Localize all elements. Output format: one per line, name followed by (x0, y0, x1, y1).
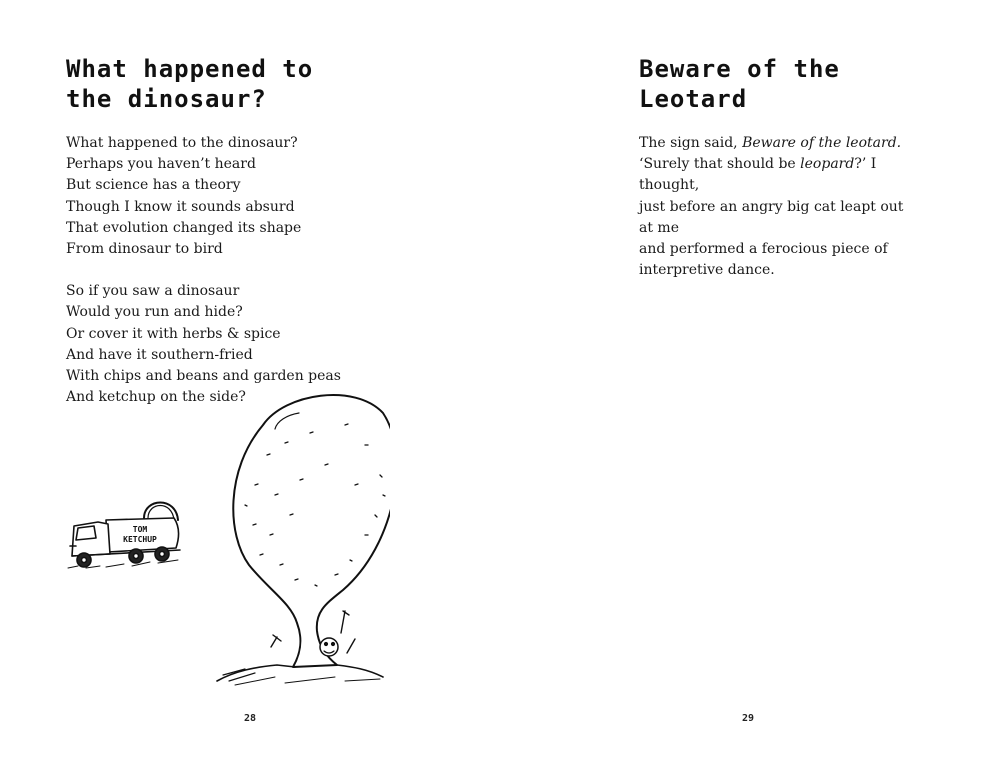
title-line: Beware of the (639, 55, 840, 83)
title-line: the dinosaur? (66, 85, 267, 113)
poem-line: But science has a theory (66, 177, 241, 194)
poem-line: just before an angry big cat leapt out (639, 198, 904, 215)
poem-line: What happened to the dinosaur? (66, 135, 298, 151)
poem-line: interpretive dance. (639, 262, 775, 279)
poem-line: and performed a ferocious piece of (639, 241, 888, 258)
poem-line: With chips and beans and garden peas (66, 368, 341, 385)
page-number: 28 (244, 713, 257, 724)
poem-line: at me (639, 219, 679, 236)
poem-line: That evolution changed its shape (66, 219, 302, 236)
poem-line: Would you run and hide? (66, 304, 243, 321)
poem-line: And ketchup on the side? (66, 389, 246, 406)
ketchup-truck-illustration (66, 490, 192, 572)
poem-line (639, 154, 879, 175)
poem-body (639, 133, 904, 281)
truck-label: TOM (132, 525, 148, 534)
right-page (500, 0, 1000, 768)
poem-line: From dinosaur to bird (66, 241, 223, 258)
stanza-1 (66, 133, 366, 260)
poem-line: Perhaps you haven’t heard (66, 156, 256, 173)
poem-line: Though I know it sounds absurd (66, 198, 295, 215)
title-line: What happened to (66, 55, 314, 83)
poem-line (639, 133, 902, 154)
poem-line: So if you saw a dinosaur (66, 283, 240, 300)
page-number: 29 (742, 713, 755, 724)
poem-italic-text: leopard (800, 156, 855, 173)
poem-line: And have it southern-fried (66, 346, 253, 363)
title-line: Leotard (639, 85, 748, 113)
poem-text: ‘Surely that should be (639, 156, 801, 173)
poem-text: ?’ I (854, 156, 877, 173)
poem-line: thought, (639, 177, 700, 194)
truck-label: KETCHUP (123, 535, 157, 544)
drumstick-illustration (215, 385, 390, 690)
poem-line: Or cover it with herbs & spice (66, 325, 281, 342)
poem-italic-text: Beware of the leotard. (742, 135, 902, 151)
poem-title (66, 54, 366, 114)
poem-title (639, 54, 899, 114)
poem-text: The sign said, (639, 135, 743, 151)
